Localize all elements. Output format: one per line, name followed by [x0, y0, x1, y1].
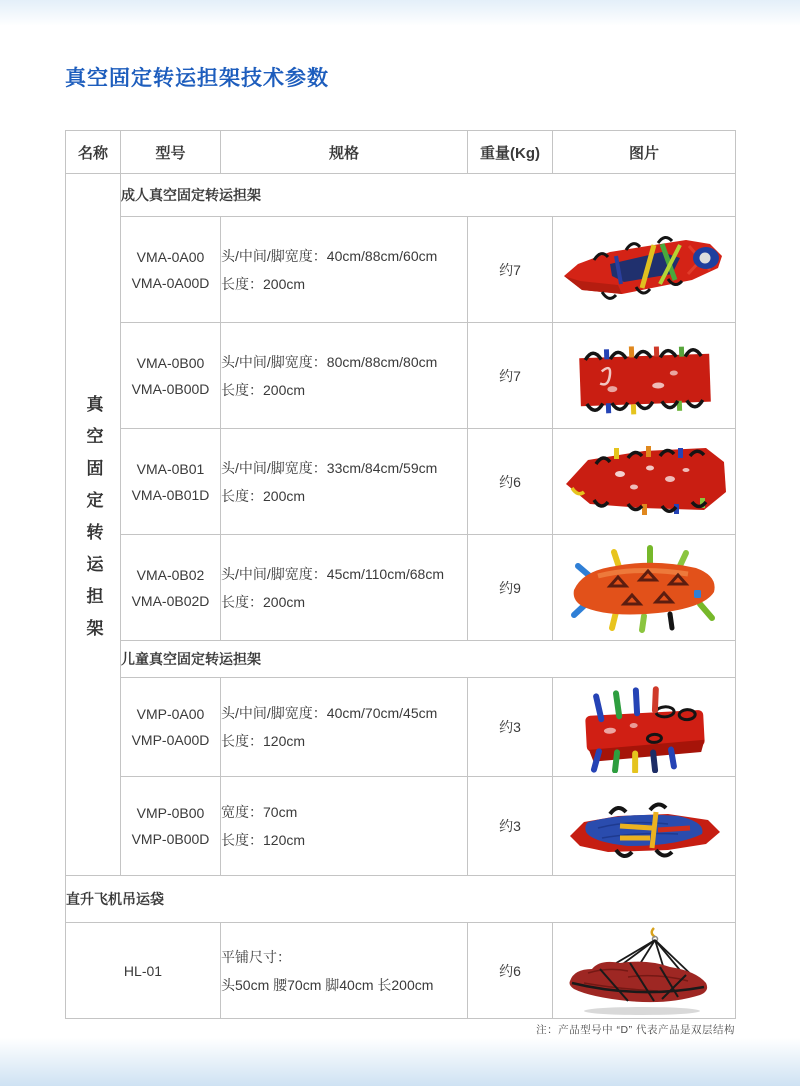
- spec-line: 长度：200cm: [221, 275, 306, 292]
- footnote: 注：产品型号中 “D” 代表产品是双层结构: [536, 1024, 735, 1036]
- product-group-label: 真空固定转运担架: [83, 395, 103, 651]
- model-line: VMP-0B00D: [131, 831, 210, 847]
- bottom-gradient-decoration: [0, 1038, 800, 1086]
- table-row: [66, 217, 736, 323]
- table-row: [66, 323, 736, 429]
- model-line: VMA-0A00D: [131, 274, 210, 291]
- col-header-image: 图片: [553, 131, 736, 174]
- helicopter-lifting-bag-photo: [558, 925, 730, 1017]
- spec-line: 长度：120cm: [221, 733, 306, 749]
- spec-line: 头/中间/脚宽度：45cm/110cm/68cm: [221, 565, 445, 582]
- image-cell: [553, 429, 736, 535]
- model-line: VMA-0B01: [136, 460, 205, 477]
- model-cell: [121, 323, 221, 429]
- section-header-child: 儿童真空固定转运担架: [121, 641, 736, 678]
- image-cell: [553, 777, 736, 876]
- model-cell: [121, 429, 221, 535]
- image-cell: [553, 923, 736, 1019]
- weight-cell: 约7: [468, 217, 553, 323]
- weight-cell: 约9: [468, 535, 553, 641]
- table-row: [66, 535, 736, 641]
- model-line: VMA-0A00: [136, 248, 205, 265]
- weight-cell: 约7: [468, 323, 553, 429]
- section-header-helicopter: 直升飞机吊运袋: [66, 876, 736, 923]
- child-blue-red-mattress-photo: [558, 780, 730, 872]
- top-gradient-decoration: [0, 0, 800, 26]
- spec-line: 长度：200cm: [221, 593, 306, 610]
- spec-cell: [221, 429, 468, 535]
- weight-cell: 约3: [468, 777, 553, 876]
- table-row: [66, 777, 736, 876]
- spec-line: 长度：120cm: [221, 832, 306, 848]
- model-line: VMP-0A00: [136, 706, 205, 722]
- model-cell: [121, 535, 221, 641]
- model-line: VMP-0B00: [136, 805, 205, 821]
- product-group-name-cell: [66, 174, 121, 876]
- spec-line: 平铺尺寸：: [221, 948, 291, 965]
- spec-cell: [221, 535, 468, 641]
- red-tapered-mattress-photo: [558, 434, 730, 530]
- spec-line: 宽度：70cm: [221, 804, 298, 820]
- spec-cell: [221, 923, 468, 1019]
- col-header-model: 型号: [121, 131, 221, 174]
- spec-line: 头/中间/脚宽度：80cm/88cm/80cm: [221, 353, 438, 370]
- col-header-spec: 规格: [221, 131, 468, 174]
- weight-cell: 约6: [468, 429, 553, 535]
- spec-line: 头/中间/脚宽度：40cm/88cm/60cm: [221, 247, 438, 264]
- model-cell: [121, 217, 221, 323]
- section-row-adult: [66, 174, 736, 217]
- spec-line: 头50cm 腰70cm 脚40cm 长200cm: [221, 976, 434, 993]
- spec-cell: [221, 323, 468, 429]
- spec-table: [65, 130, 736, 1019]
- weight-cell: 约6: [468, 923, 553, 1019]
- page-title: 真空固定转运担架技术参数: [65, 67, 329, 90]
- image-cell: [553, 323, 736, 429]
- model-line: HL-01: [123, 962, 163, 979]
- table-header-row: [66, 131, 736, 174]
- spec-cell: [221, 678, 468, 777]
- table-row: [66, 678, 736, 777]
- model-cell: [121, 678, 221, 777]
- model-line: VMA-0B02D: [131, 592, 210, 609]
- spec-line: 长度：200cm: [221, 487, 306, 504]
- model-line: VMA-0B01D: [131, 486, 210, 503]
- model-cell: [66, 923, 221, 1019]
- model-line: VMA-0B00D: [131, 380, 210, 397]
- spec-line: 头/中间/脚宽度：33cm/84cm/59cm: [221, 459, 438, 476]
- table-row: [66, 923, 736, 1019]
- weight-cell: 约3: [468, 678, 553, 777]
- model-line: VMA-0B00: [136, 354, 205, 371]
- spec-line: 长度：200cm: [221, 381, 306, 398]
- spec-cell: [221, 777, 468, 876]
- section-row-child: [66, 641, 736, 678]
- model-line: VMA-0B02: [136, 566, 205, 583]
- spec-line: 头/中间/脚宽度：40cm/70cm/45cm: [221, 705, 438, 721]
- red-rectangular-mattress-photo: [558, 328, 730, 424]
- orange-mattress-with-straps-photo: [558, 540, 730, 636]
- section-row-helicopter: [66, 876, 736, 923]
- image-cell: [553, 535, 736, 641]
- table-row: [66, 429, 736, 535]
- section-header-adult: 成人真空固定转运担架: [121, 174, 736, 217]
- image-cell: [553, 217, 736, 323]
- image-cell: [553, 678, 736, 777]
- model-cell: [121, 777, 221, 876]
- model-line: VMP-0A00D: [131, 732, 210, 748]
- col-header-name: 名称: [66, 131, 121, 174]
- adult-stretcher-with-patient-photo: [558, 222, 730, 318]
- col-header-weight: 重量(Kg): [468, 131, 553, 174]
- child-red-mattress-straps-photo: [558, 681, 730, 773]
- spec-cell: [221, 217, 468, 323]
